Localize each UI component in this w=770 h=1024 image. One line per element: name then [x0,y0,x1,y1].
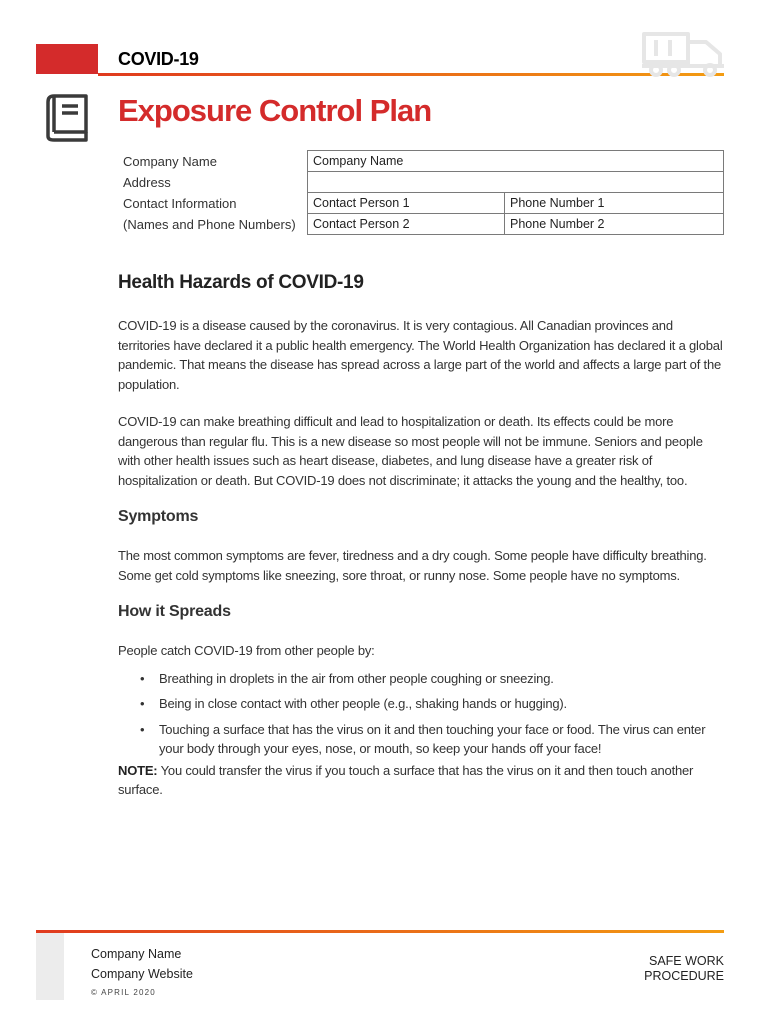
table-row [118,151,724,172]
address-label: Address [123,174,171,190]
footer-copyright: © APRIL 2020 [91,988,156,997]
main-content [118,272,728,800]
list-item [118,694,728,714]
bullet-icon: • [140,696,145,711]
header-accent-block [36,44,98,74]
contact-person-1-field[interactable]: Contact Person 1 [308,193,505,214]
company-info-table [118,150,724,235]
company-name-label: Company Name [123,153,217,169]
header-divider [98,73,724,76]
footer-company-info [91,944,193,1000]
footer-company-name: Company Name [91,947,182,961]
note-text: You could transfer the virus if you touch a surface that has the virus on it and then touch another surface. [118,762,694,797]
paragraph: COVID-19 can make breathing difficult and lead to hospitalization or death. Its effects could be more dangerous than regular flu. This is a new disease so most people will not be immune. Seniors and people with other health issues such as heart disease, diabetes, and lung disease have a greater risk of hospitalization or death. But COVID-19 does not discriminate; it attacks the young and the healthy, too. [118,414,703,488]
footer-company-website[interactable]: Company Website [91,967,193,981]
contact-person-2-field[interactable]: Contact Person 2 [308,214,505,235]
table-row [118,214,724,235]
bullet-icon: • [140,721,145,737]
book-icon [46,94,90,142]
footer-accent-bar [36,933,64,1000]
table-row [118,193,724,214]
paragraph: COVID-19 is a disease caused by the coronavirus. It is very contagious. All Canadian provinces and territories have declared it a public health emergency. The World Health Organization has declared it a global pandemic. That means the disease has spread across a large part of the world and affects a large part of the population. [118,318,723,392]
page-title: Exposure Control Plan [118,93,432,128]
paragraph: The most common symptoms are fever, tiredness and a dry cough. Some people have difficulty breathing. Some get cold symptoms like sneezing, sore throat, or runny nose. Some people have no symptoms. [118,548,707,583]
list-item [118,669,728,689]
footer-doc-type-line1: SAFE WORK [648,954,724,968]
list-item-text: Being in close contact with other people (e.g., shaking hands or hugging). [159,696,567,711]
note-paragraph [118,761,728,800]
footer-doc-type-line2: PROCEDURE [644,969,724,983]
bullet-icon: • [140,670,145,686]
subheading-symptoms: Symptoms [118,508,199,525]
header-category: COVID-19 [118,49,199,69]
footer-doc-type [644,954,724,984]
list-item-text: Touching a surface that has the virus on it and then touching your face or food. The virus can enter your body through your eyes, nose, or mouth, so keep your hands off your face! [159,721,706,756]
contact-info-label: Contact Information [123,195,237,211]
spread-list [118,669,728,759]
company-name-field[interactable]: Company Name [308,151,724,172]
address-field[interactable] [308,172,724,193]
truck-icon [640,28,726,80]
contact-info-sublabel: (Names and Phone Numbers) [123,216,296,232]
table-row [118,172,724,193]
section-heading-health-hazards: Health Hazards of COVID-19 [118,272,364,293]
phone-number-2-field[interactable]: Phone Number 2 [505,214,724,235]
subheading-how-it-spreads: How it Spreads [118,603,231,620]
note-label: NOTE: [118,762,158,778]
list-item-text: Breathing in droplets in the air from other people coughing or sneezing. [159,670,554,686]
phone-number-1-field[interactable]: Phone Number 1 [505,193,724,214]
list-item [118,720,728,759]
footer-divider [36,930,724,933]
paragraph: People catch COVID-19 from other people by: [118,643,375,658]
